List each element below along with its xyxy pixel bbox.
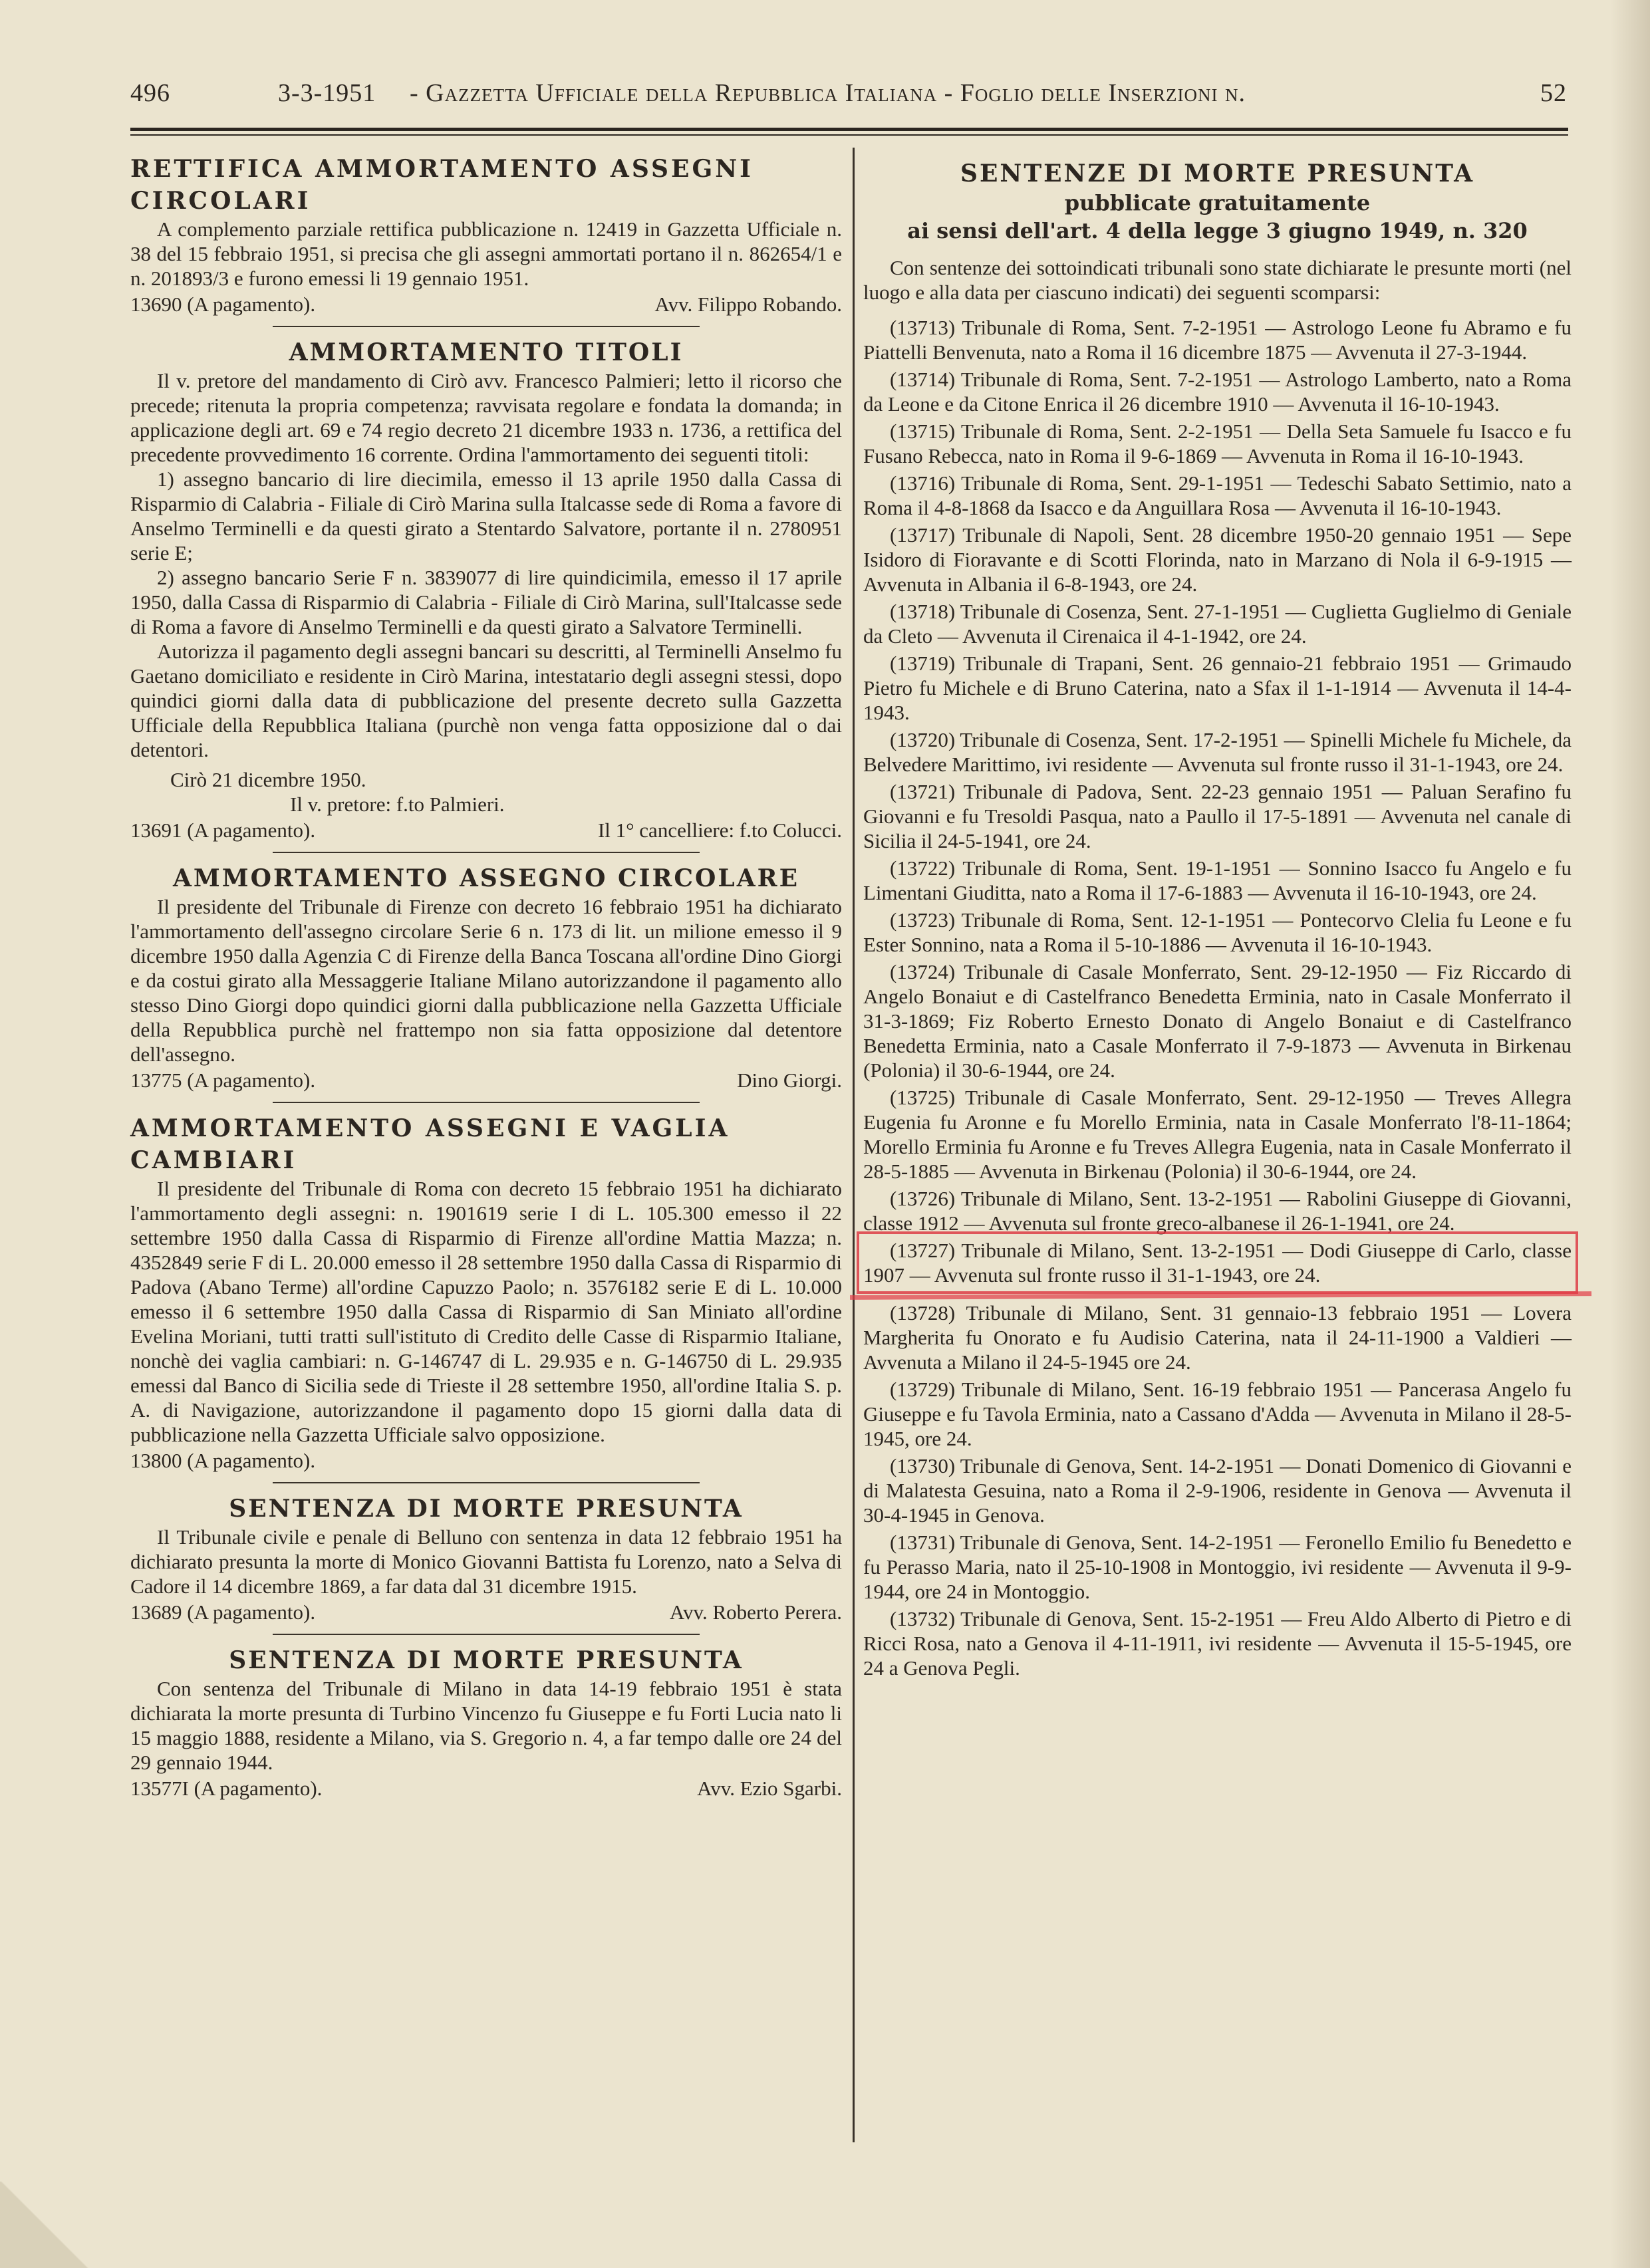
list-item: 1) assegno bancario di lire diecimila, emesso il 13 aprile 1950 dalla Cassa di Risparmio di Calabria - Filiale di Cirò Marina sulla Italcasse sede di Roma a favore di Anselmo Terminelli e da questi girato a Stentardo Salvatore, portante il n. 2780951 serie E; bbox=[130, 467, 842, 565]
torn-corner bbox=[0, 2182, 106, 2268]
list-item: (13713) Tribunale di Roma, Sent. 7-2-1951 — Astrologo Leone fu Abramo e fu Piattelli Benvenuta, nato a Roma il 16 dicembre 1875 — Avvenuta il 27-3-1944. bbox=[863, 316, 1572, 364]
section-title: AMMORTAMENTO ASSEGNI E VAGLIA CAMBIARI bbox=[130, 1114, 730, 1174]
list-item: (13724) Tribunale di Casale Monferrato, Sent. 29-12-1950 — Fiz Riccardo di Angelo Bonaiut e di Castelfranco Benedetta Erminia, nato in Casale Monferrato il 31-3-1869; Fiz Roberto Ernesto Donato di Angelo Bonaiut e di Castelfranco Benedetta Erminia, nato a Casale Monferrato il 7-9-1873 — Avvenuta in Birkenau (Polonia) il 30-6-1944, ore 24. bbox=[863, 960, 1572, 1082]
list-item: (13728) Tribunale di Milano, Sent. 31 gennaio-13 febbraio 1951 — Lovera Margherita fu Onorato e fu Audisio Caterina, nata il 24-11-1900 a Valdieri — Avvenuta a Milano il 24-5-1945 ore 24. bbox=[863, 1301, 1572, 1374]
notice-assegno-circolare bbox=[130, 862, 842, 1092]
notice-signer: Avv. Filippo Robando. bbox=[654, 293, 842, 316]
notice-ref: 13689 (A pagamento). bbox=[130, 1600, 316, 1624]
list-item: 2) assegno bancario Serie F n. 3839077 di lire quindicimila, emesso il 17 aprile 1950, dalla Cassa di Risparmio di Calabria - Filiale di Cirò Marina, sull'Italcasse sede di Roma a favore di Anselmo Terminelli e da questi girato a Salvatore Terminelli. bbox=[130, 566, 842, 638]
notice-cancelliere: Il 1° cancelliere: f.to Colucci. bbox=[597, 819, 842, 842]
section-title: RETTIFICA AMMORTAMENTO ASSEGNI CIRCOLARI bbox=[130, 155, 754, 215]
right-column bbox=[863, 158, 1572, 1683]
list-item: (13717) Tribunale di Napoli, Sent. 28 dicembre 1950-20 gennaio 1951 — Sepe Isidoro di Fioravante e di Scotti Florinda, nato in Marzano di Nola il 6-9-1915 — Avvenuta in Albania il 6-8-1943, ore 24. bbox=[863, 523, 1572, 596]
page-number: 496 bbox=[130, 79, 170, 107]
notice-footer bbox=[130, 1448, 842, 1473]
notice-date: Cirò 21 dicembre 1950. bbox=[170, 768, 366, 791]
list-item: (13721) Tribunale di Padova, Sent. 22-23 gennaio 1951 — Paluan Serafino fu Giovanni e fu Tresoldi Pasqua, nato a Paullo il 17-5-1891 — Avvenuta nel canale di Sicilia il 24-5-1941, ore 24. bbox=[863, 780, 1572, 852]
notice-body: Il Tribunale civile e penale di Belluno con sentenza in data 12 febbraio 1951 ha dichiarato presunta la morte di Monico Giovanni Battista fu Lorenzo, nato a Selva di Cadore il 14 dicembre 1869, a far data dal 31 dicembre 1915. bbox=[130, 1525, 842, 1598]
left-column bbox=[130, 153, 842, 1810]
list-item: (13732) Tribunale di Genova, Sent. 15-2-1951 — Freu Aldo Alberto di Pietro e di Ricci Rosa, nato a Genova il 4-11-1911, ivi residente — Avvenuta il 15-5-1945, ore 24 a Genova Pegli. bbox=[863, 1607, 1572, 1680]
list-item: (13729) Tribunale di Milano, Sent. 16-19 febbraio 1951 — Pancerasa Angelo fu Giuseppe e fu Tavola Erminia, nato a Cassano d'Adda — Avvenuta in Milano il 28-5-1945, ore 24. bbox=[863, 1378, 1572, 1450]
notice-footer bbox=[130, 292, 842, 316]
section-title: AMMORTAMENTO ASSEGNO CIRCOLARE bbox=[172, 864, 800, 892]
list-item: (13719) Tribunale di Trapani, Sent. 26 gennaio-21 febbraio 1951 — Grimaudo Pietro fu Michele e di Bruno Caterina, nato a Sfax il 1-1-1914 — Avvenuta il 14-4-1943. bbox=[863, 652, 1572, 724]
sentenze-title: SENTENZE DI MORTE PRESUNTA bbox=[960, 160, 1475, 188]
notice-ref: 13775 (A pagamento). bbox=[130, 1069, 316, 1092]
section-title: AMMORTAMENTO TITOLI bbox=[289, 338, 684, 366]
notice-footer bbox=[130, 1068, 842, 1092]
notice-signer: Dino Giorgi. bbox=[737, 1069, 842, 1092]
section-divider bbox=[273, 1634, 700, 1635]
notice-body: Con sentenza del Tribunale di Milano in data 14-19 febbraio 1951 è stata dichiarata la morte presunta di Turbino Vincenzo fu Giuseppe e fu Forti Lucia nato li 15 maggio 1888, residente a Milano, via S. Gregorio n. 4, a far tempo dalle ore 24 del 29 gennaio 1944. bbox=[130, 1677, 842, 1774]
page-header bbox=[130, 78, 1567, 132]
notice-ref: 13691 (A pagamento). bbox=[130, 819, 316, 842]
notice-pretore: Il v. pretore: f.to Palmieri. bbox=[290, 793, 505, 816]
notice-body: Il presidente del Tribunale di Roma con decreto 15 febbraio 1951 ha dichiarato l'ammortamento degli assegni: n. 1901619 serie I di L. 105.300 emesso il 22 settembre 1950 dalla Cassa di Risparmio di Firenze all'ordine Mattia Mazza; n. 4352849 serie F di L. 20.000 emesso il 28 settembre 1950 dalla Cassa di Risparmio di Padova (Abano Terme) all'ordine Capuzzo Paolo; n. 3576182 serie E di L. 10.000 emesso il 6 settembre 1950 dalla Cassa di Risparmio di San Miniato all'ordine Evelina Moriani, tutti tratti sull'istituto di Credito delle Casse di Risparmio Italiane, nonchè dei vaglia cambiari: n. G-146747 di L. 29.935 e n. G-146750 di L. 29.935 emessi dal Banco di Sicilia sede di Trieste il 28 settembre 1950, all'ordine Italia S. p. A. di Navigazione, autorizzandone il pagamento dopo 15 giorni dalla data di pubblicazione nella Gazzetta Ufficiale salvo opposizione. bbox=[130, 1177, 842, 1446]
notice-ref: 13800 (A pagamento). bbox=[130, 1449, 316, 1472]
issue-date: 3-3-1951 bbox=[278, 79, 376, 107]
notice-ref: 13690 (A pagamento). bbox=[130, 293, 316, 316]
notice-footer bbox=[130, 1776, 842, 1801]
issue-number: 52 bbox=[1540, 79, 1567, 107]
notice-body: Il v. pretore del mandamento di Cirò avv. Francesco Palmieri; letto il ricorso che precede; ritenuta la propria competenza; ravvisata regolare e fondata la domanda; in applicazione degli art. 69 e 74 regio decreto 21 dicembre 1933 n. 1736, a rettifica del precedente provvedimento 16 corrente. Ordina l'ammortamento dei seguenti titoli: bbox=[130, 369, 842, 466]
notice-footer bbox=[130, 818, 842, 842]
notice-morte-presunta-belluno bbox=[130, 1493, 842, 1624]
list-item: (13722) Tribunale di Roma, Sent. 19-1-1951 — Sonnino Isacco fu Angelo e fu Limentani Giuditta, nato a Roma il 17-6-1883 — Avvenuta il 16-10-1943, ore 24. bbox=[863, 856, 1572, 904]
section-divider bbox=[273, 852, 700, 853]
notice-body-2: Autorizza il pagamento degli assegni bancari su descritti, al Terminelli Anselmo fu Gaetano domiciliato e residente in Cirò Marina, intestatario degli assegni stessi, dopo quindici giorni dalla data di pubblicazione del presente decreto sulla Gazzetta Ufficiale della Repubblica Italiana (purchè non venga fatta opposizione dal o dai detentori. bbox=[130, 640, 842, 761]
list-item: (13718) Tribunale di Cosenza, Sent. 27-1-1951 — Cuglietta Guglielmo di Geniale da Cleto — Avvenuta il Cirenaica il 4-1-1942, ore 24. bbox=[863, 600, 1572, 648]
notice-morte-presunta-milano bbox=[130, 1644, 842, 1801]
list-item: (13720) Tribunale di Cosenza, Sent. 17-2-1951 — Spinelli Michele fu Michele, da Belvedere Marittimo, ivi residente — Avvenuta sul fronte russo il 31-1-1943, ore 24. bbox=[863, 728, 1572, 776]
highlighted-entry: (13727) Tribunale di Milano, Sent. 13-2-1951 — Dodi Giuseppe di Carlo, classe 1907 — Avvenuta sul fronte russo il 31-1-1943, ore 24. bbox=[863, 1239, 1572, 1287]
notice-ref: 13577I (A pagamento). bbox=[130, 1777, 323, 1800]
list-item: (13731) Tribunale di Genova, Sent. 14-2-1951 — Feronello Emilio fu Benedetto e fu Perasso Maria, nato il 25-10-1908 in Montoggio, ivi residente — Avvenuta il 9-9-1944, ore 24 in Montoggio. bbox=[863, 1531, 1572, 1603]
notice-ammortamento-titoli bbox=[130, 336, 842, 842]
list-item: (13730) Tribunale di Genova, Sent. 14-2-1951 — Donati Domenico di Giovanni e di Malatesta Gesuina, nato a Roma il 2-9-1906, residente in Genova — Avvenuta il 30-4-1945 in Genova. bbox=[863, 1454, 1572, 1527]
publication-title: - Gazzetta Ufficiale della Repubblica Italiana - Foglio delle Inserzioni n. bbox=[410, 79, 1246, 107]
notice-assegni-vaglia bbox=[130, 1112, 842, 1473]
section-title: SENTENZA DI MORTE PRESUNTA bbox=[229, 1495, 744, 1523]
section-divider bbox=[273, 326, 700, 327]
list-item: (13715) Tribunale di Roma, Sent. 2-2-1951 — Della Seta Samuele fu Isacco e fu Fusano Rebecca, nato in Roma il 9-6-1869 — Avvenuta in Roma il 16-10-1943. bbox=[863, 420, 1572, 467]
section-divider bbox=[273, 1482, 700, 1483]
notice-body: Il presidente del Tribunale di Firenze con decreto 16 febbraio 1951 ha dichiarato l'ammortamento dell'assegno circolare Serie 6 n. 173 di lit. un milione emesso il 9 dicembre 1950 dalla Agenzia C di Firenze della Banca Toscana all'ordine Dino Giorgi e da costui girato alla Messaggerie Italiane Milano autorizzandone il pagamento allo stesso Dino Giorgi dopo quindici giorni dalla pubblicazione nella Gazzetta Ufficiale della Repubblica purchè nel frattempo non sia fatta opposizione dal detentore dell'assegno. bbox=[130, 895, 842, 1066]
section-title: SENTENZA DI MORTE PRESUNTA bbox=[229, 1646, 744, 1674]
sentenze-subtitle: pubblicate gratuitamente bbox=[1064, 190, 1371, 215]
header-rule-thin bbox=[130, 134, 1568, 136]
notice-rettifica bbox=[130, 153, 842, 316]
notice-signer: Avv. Ezio Sgarbi. bbox=[697, 1777, 842, 1800]
column-divider bbox=[853, 148, 855, 2142]
list-item: (13716) Tribunale di Roma, Sent. 29-1-1951 — Tedeschi Sabato Settimio, nato a Roma il 4-8-1868 da Isacco e da Anguillara Rosa — Avvenuta il 16-10-1943. bbox=[863, 471, 1572, 519]
sentenze-law-ref: ai sensi dell'art. 4 della legge 3 giugno 1949, n. 320 bbox=[907, 218, 1528, 243]
notice-body: A complemento parziale rettifica pubblicazione n. 12419 in Gazzetta Ufficiale n. 38 del 15 febbraio 1951, si precisa che gli assegni ammortati portano il n. 862654/1 e n. 201893/3 e furono emessi li 19 gennaio 1951. bbox=[130, 217, 842, 290]
notice-signer: Avv. Roberto Perera. bbox=[669, 1600, 842, 1624]
sentenze-header bbox=[863, 158, 1572, 245]
sentenze-intro: Con sentenze dei sottoindicati tribunali sono state dichiarate le presunte morti (nel luogo e alla data per ciascuno indicati) dei seguenti scomparsi: bbox=[863, 256, 1572, 304]
header-rule bbox=[130, 128, 1568, 131]
list-item: (13726) Tribunale di Milano, Sent. 13-2-1951 — Rabolini Giuseppe di Giovanni, classe 1912 — Avvenuta sul fronte greco-albanese il 26-1-1941, ore 24. bbox=[863, 1187, 1572, 1235]
list-item: (13714) Tribunale di Roma, Sent. 7-2-1951 — Astrologo Lamberto, nato a Roma da Leone e da Citone Enrica il 26 dicembre 1910 — Avvenuta il 16-10-1943. bbox=[863, 368, 1572, 416]
list-item: (13723) Tribunale di Roma, Sent. 12-1-1951 — Pontecorvo Clelia fu Leone e fu Ester Sonnino, nata a Roma il 5-10-1886 — Avvenuta il 16-10-1943. bbox=[863, 908, 1572, 956]
notice-footer bbox=[130, 1600, 842, 1624]
section-divider bbox=[273, 1102, 700, 1103]
list-item: (13725) Tribunale di Casale Monferrato, Sent. 29-12-1950 — Treves Allegra Eugenia fu Aronne e fu Morello Erminia, nata in Casale Monferrato l'8-11-1864; Morello Erminia fu Aronne e fu Treves Allegra Eugenia, nata in Casale Monferrato il 28-5-1885 — Avvenuta in Birkenau (Polonia) il 30-6-1944, ore 24. bbox=[863, 1086, 1572, 1183]
page-edge-shadow bbox=[1610, 0, 1650, 2268]
